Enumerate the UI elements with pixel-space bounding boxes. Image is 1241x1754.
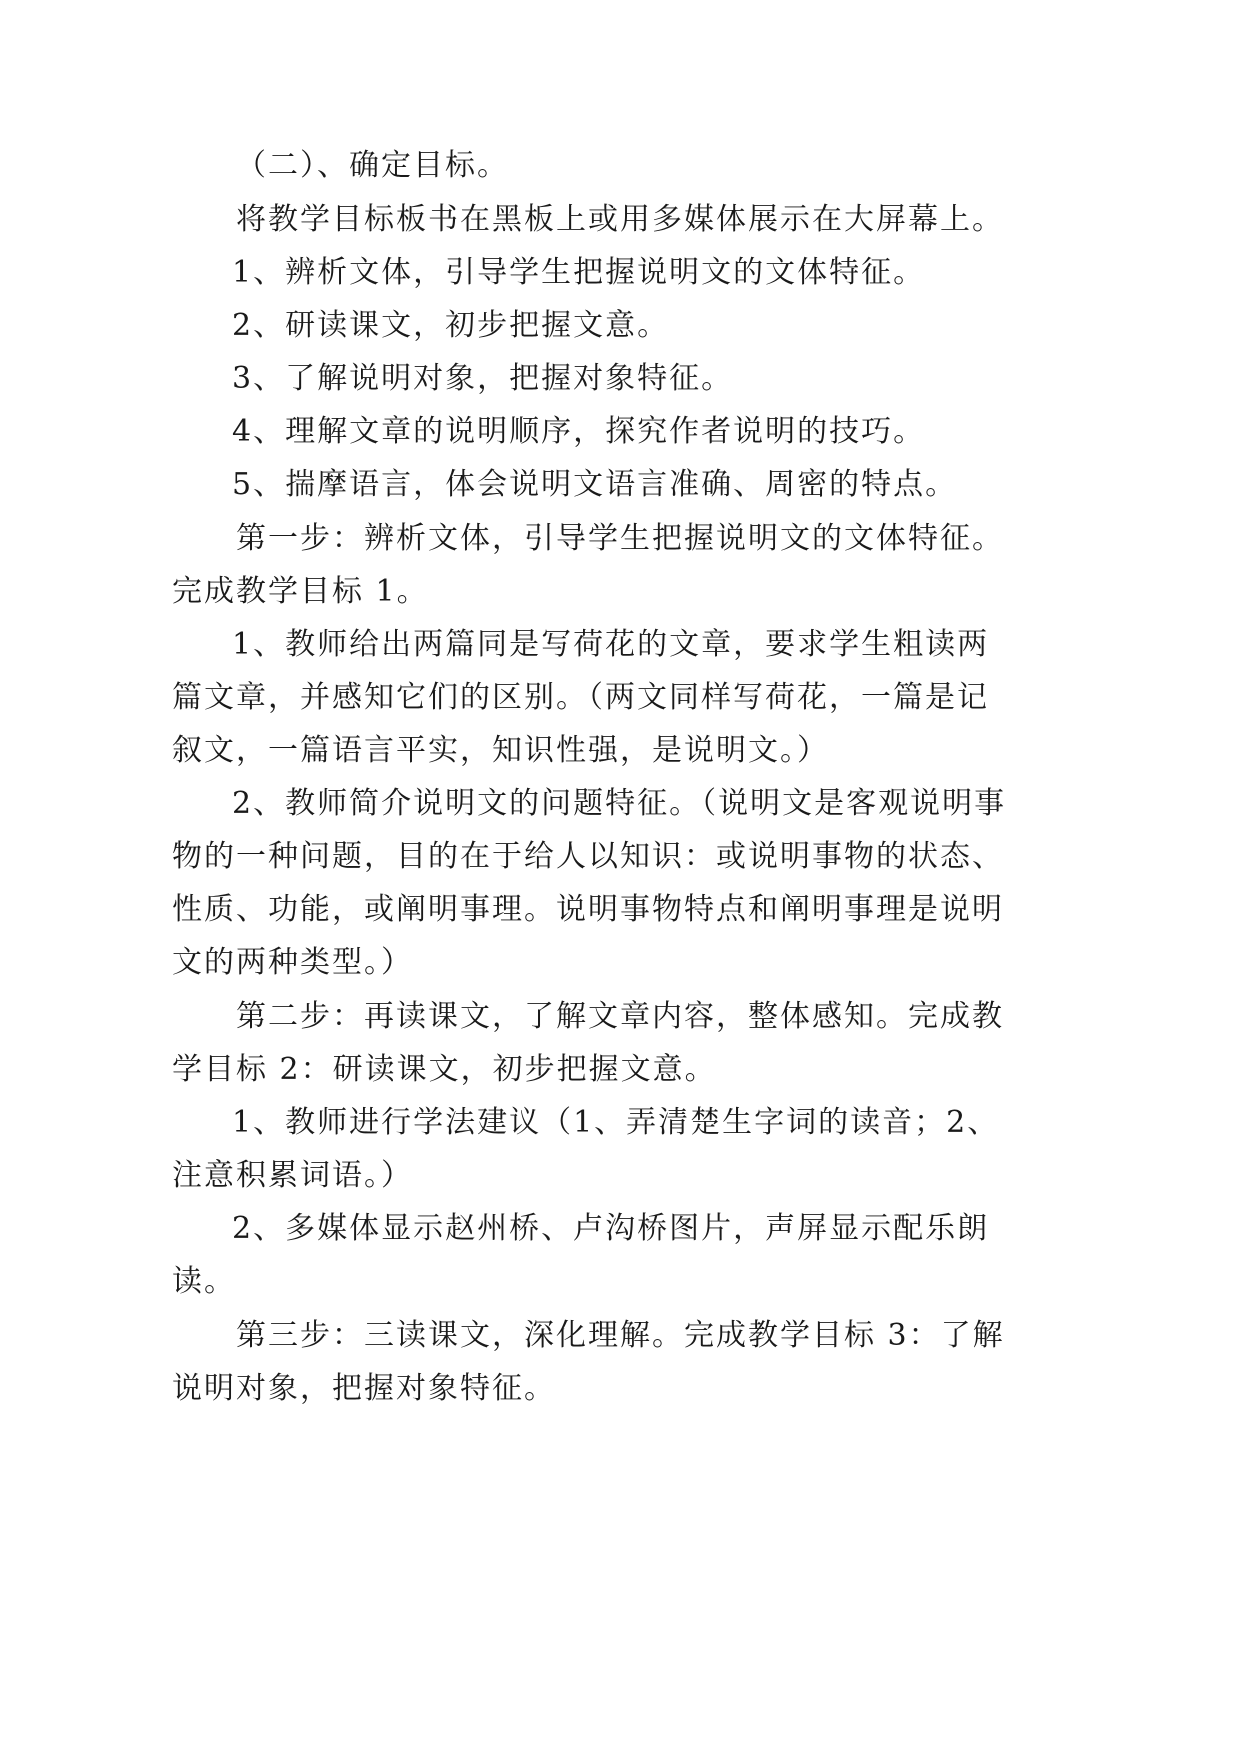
paragraph-line: 注意积累词语。） [172, 1158, 413, 1193]
paragraph-line: 篇文章，并感知它们的区别。（两文同样写荷花，一篇是记 [172, 680, 989, 715]
step-heading: 第二步：再读课文，了解文章内容，整体感知。完成教 [236, 999, 1004, 1034]
objective-item-4: 4、理解文章的说明顺序，探究作者说明的技巧。 [232, 414, 926, 449]
paragraph-line: 说明对象，把握对象特征。 [172, 1371, 556, 1406]
objective-item-2: 2、研读课文，初步把握文意。 [232, 308, 670, 343]
paragraph-line: 学目标 2：研读课文，初步把握文意。 [172, 1052, 717, 1087]
paragraph-line: 完成教学目标 1。 [172, 574, 429, 609]
paragraph-line: 读。 [172, 1264, 236, 1299]
paragraph-line: 2、多媒体显示赵州桥、卢沟桥图片，声屏显示配乐朗 [232, 1211, 990, 1246]
paragraph-line: 将教学目标板书在黑板上或用多媒体展示在大屏幕上。 [236, 202, 1004, 237]
paragraph-line: 物的一种问题，目的在于给人以知识：或说明事物的状态、 [172, 839, 1004, 874]
section-heading: （二）、确定目标。 [236, 148, 509, 183]
paragraph-line: 2、教师简介说明文的问题特征。（说明文是客观说明事 [232, 786, 1007, 821]
step-heading: 第三步：三读课文，深化理解。完成教学目标 3：了解 [236, 1318, 1005, 1353]
objective-item-3: 3、了解说明对象，把握对象特征。 [232, 361, 734, 396]
objective-item-5: 5、揣摩语言，体会说明文语言准确、周密的特点。 [232, 467, 958, 502]
paragraph-line: 1、教师给出两篇同是写荷花的文章，要求学生粗读两 [232, 627, 990, 662]
paragraph-line: 1、教师进行学法建议（1、弄清楚生字词的读音；2、 [232, 1105, 1000, 1140]
step-heading: 第一步：辨析文体，引导学生把握说明文的文体特征。 [236, 521, 1004, 556]
paragraph-line: 叙文，一篇语言平实，知识性强，是说明文。） [172, 733, 829, 768]
paragraph-line: 性质、功能，或阐明事理。说明事物特点和阐明事理是说明 [172, 892, 1004, 927]
objective-item-1: 1、辨析文体，引导学生把握说明文的文体特征。 [232, 255, 926, 290]
paragraph-line: 文的两种类型。） [172, 945, 413, 980]
